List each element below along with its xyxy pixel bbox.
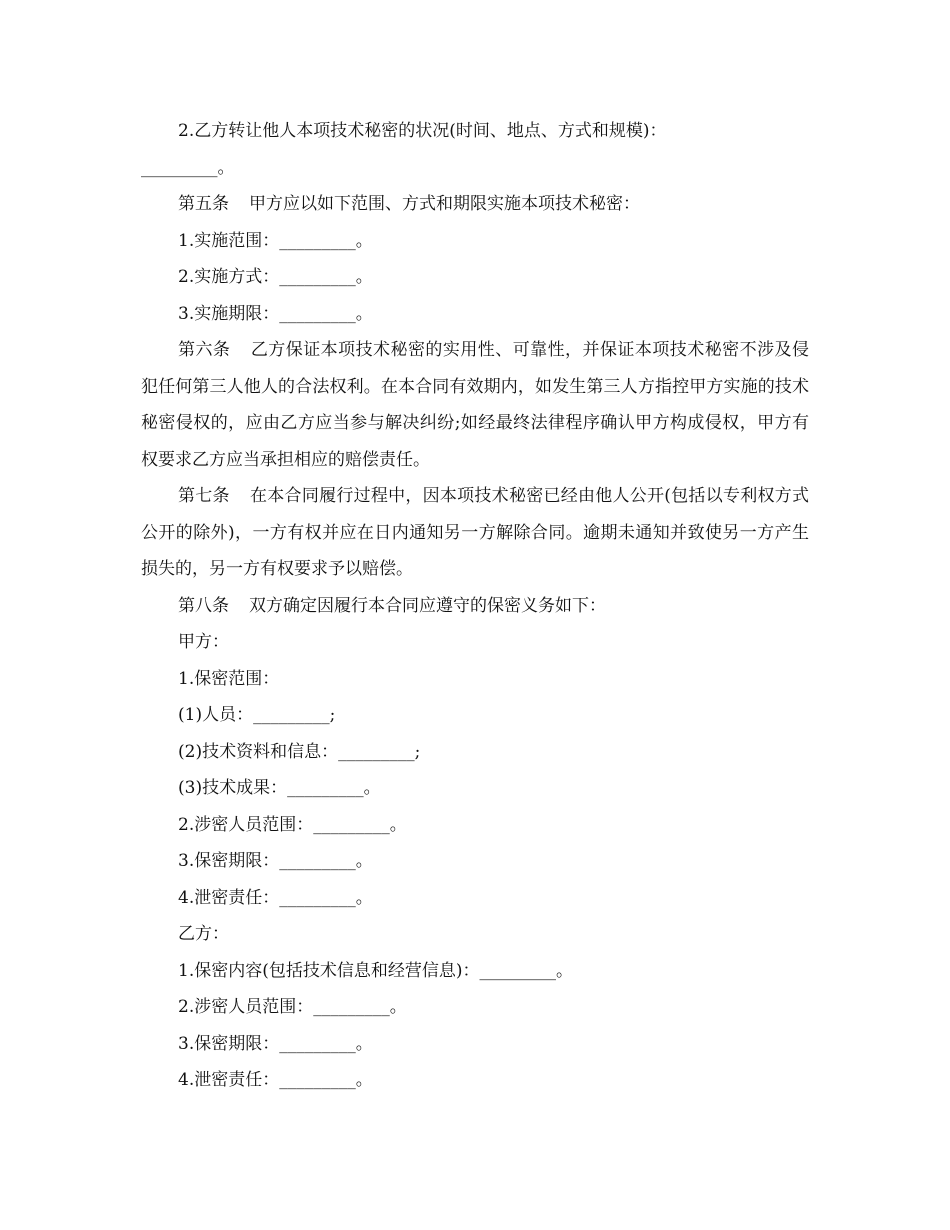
party-b-label: 乙方： (178, 924, 229, 944)
party-a-tech-results: (3)技术成果：_________。 (178, 778, 381, 798)
article-5 (141, 186, 809, 223)
document-body (141, 113, 809, 1099)
party-a-personnel-scope: 2.涉密人员范围：_________。 (178, 814, 407, 835)
party-b-confidential-period: 3.保密期限：_________。 (178, 1033, 373, 1054)
article-6-heading: 第六条 (178, 340, 231, 360)
article-6 (141, 332, 809, 478)
article-8-heading: 第八条 (178, 595, 229, 616)
party-a-personnel: (1)人员：_________; (178, 705, 336, 725)
party-a-tech-info: (2)技术资料和信息：_________; (178, 741, 421, 762)
party-a-leak-liability: 4.泄密责任：_________。 (178, 887, 373, 908)
implementation-scope: 1.实施范围：_________。 (178, 230, 373, 251)
party-a-label: 甲方： (178, 632, 229, 652)
party-b-personnel-scope: 2.涉密人员范围：_________。 (178, 997, 407, 1017)
article-8-text: 双方确定因履行本合同应遵守的保密义务如下： (249, 595, 606, 616)
transfer-status-blank: _________。 (141, 157, 235, 178)
party-a-confidential-period: 3.保密期限：_________。 (178, 851, 373, 871)
article-7-text: 在本合同履行过程中，因本项技术秘密已经由他人公开(包括以专利权方式公开的除外)，一方有权并应在日内通知另一方解除合同。逾期未通知并致使另一方产生损失的，另一方有权要求予以赔偿。 (141, 486, 809, 579)
transfer-status-item: 2.乙方转让他人本项技术秘密的状况(时间、地点、方式和规模)： (178, 121, 667, 141)
implementation-method: 2.实施方式：_________。 (178, 267, 373, 287)
article-5-text: 甲方应以如下范围、方式和期限实施本项技术秘密： (249, 194, 640, 214)
article-7 (141, 478, 809, 588)
article-7-heading: 第七条 (178, 486, 230, 506)
party-b-leak-liability: 4.泄密责任：_________。 (178, 1070, 373, 1090)
party-a-confidential-scope: 1.保密范围： (178, 668, 280, 689)
implementation-period: 3.实施期限：_________。 (178, 303, 373, 324)
article-5-heading: 第五条 (178, 194, 229, 214)
article-6-text: 乙方保证本项技术秘密的实用性、可靠性，并保证本项技术秘密不涉及侵犯任何第三人他人的合法权利。在本合同有效期内，如发生第三人方指控甲方实施的技术秘密侵权的，应由乙方应当参与解决纠纷;如经最终法律程序确认甲方构成侵权，甲方有权要求乙方应当承担相应的赔偿责任。 (141, 340, 810, 470)
party-b-confidential-content: 1.保密内容(包括技术信息和经营信息)：_________。 (178, 960, 573, 981)
article-8 (141, 588, 809, 625)
